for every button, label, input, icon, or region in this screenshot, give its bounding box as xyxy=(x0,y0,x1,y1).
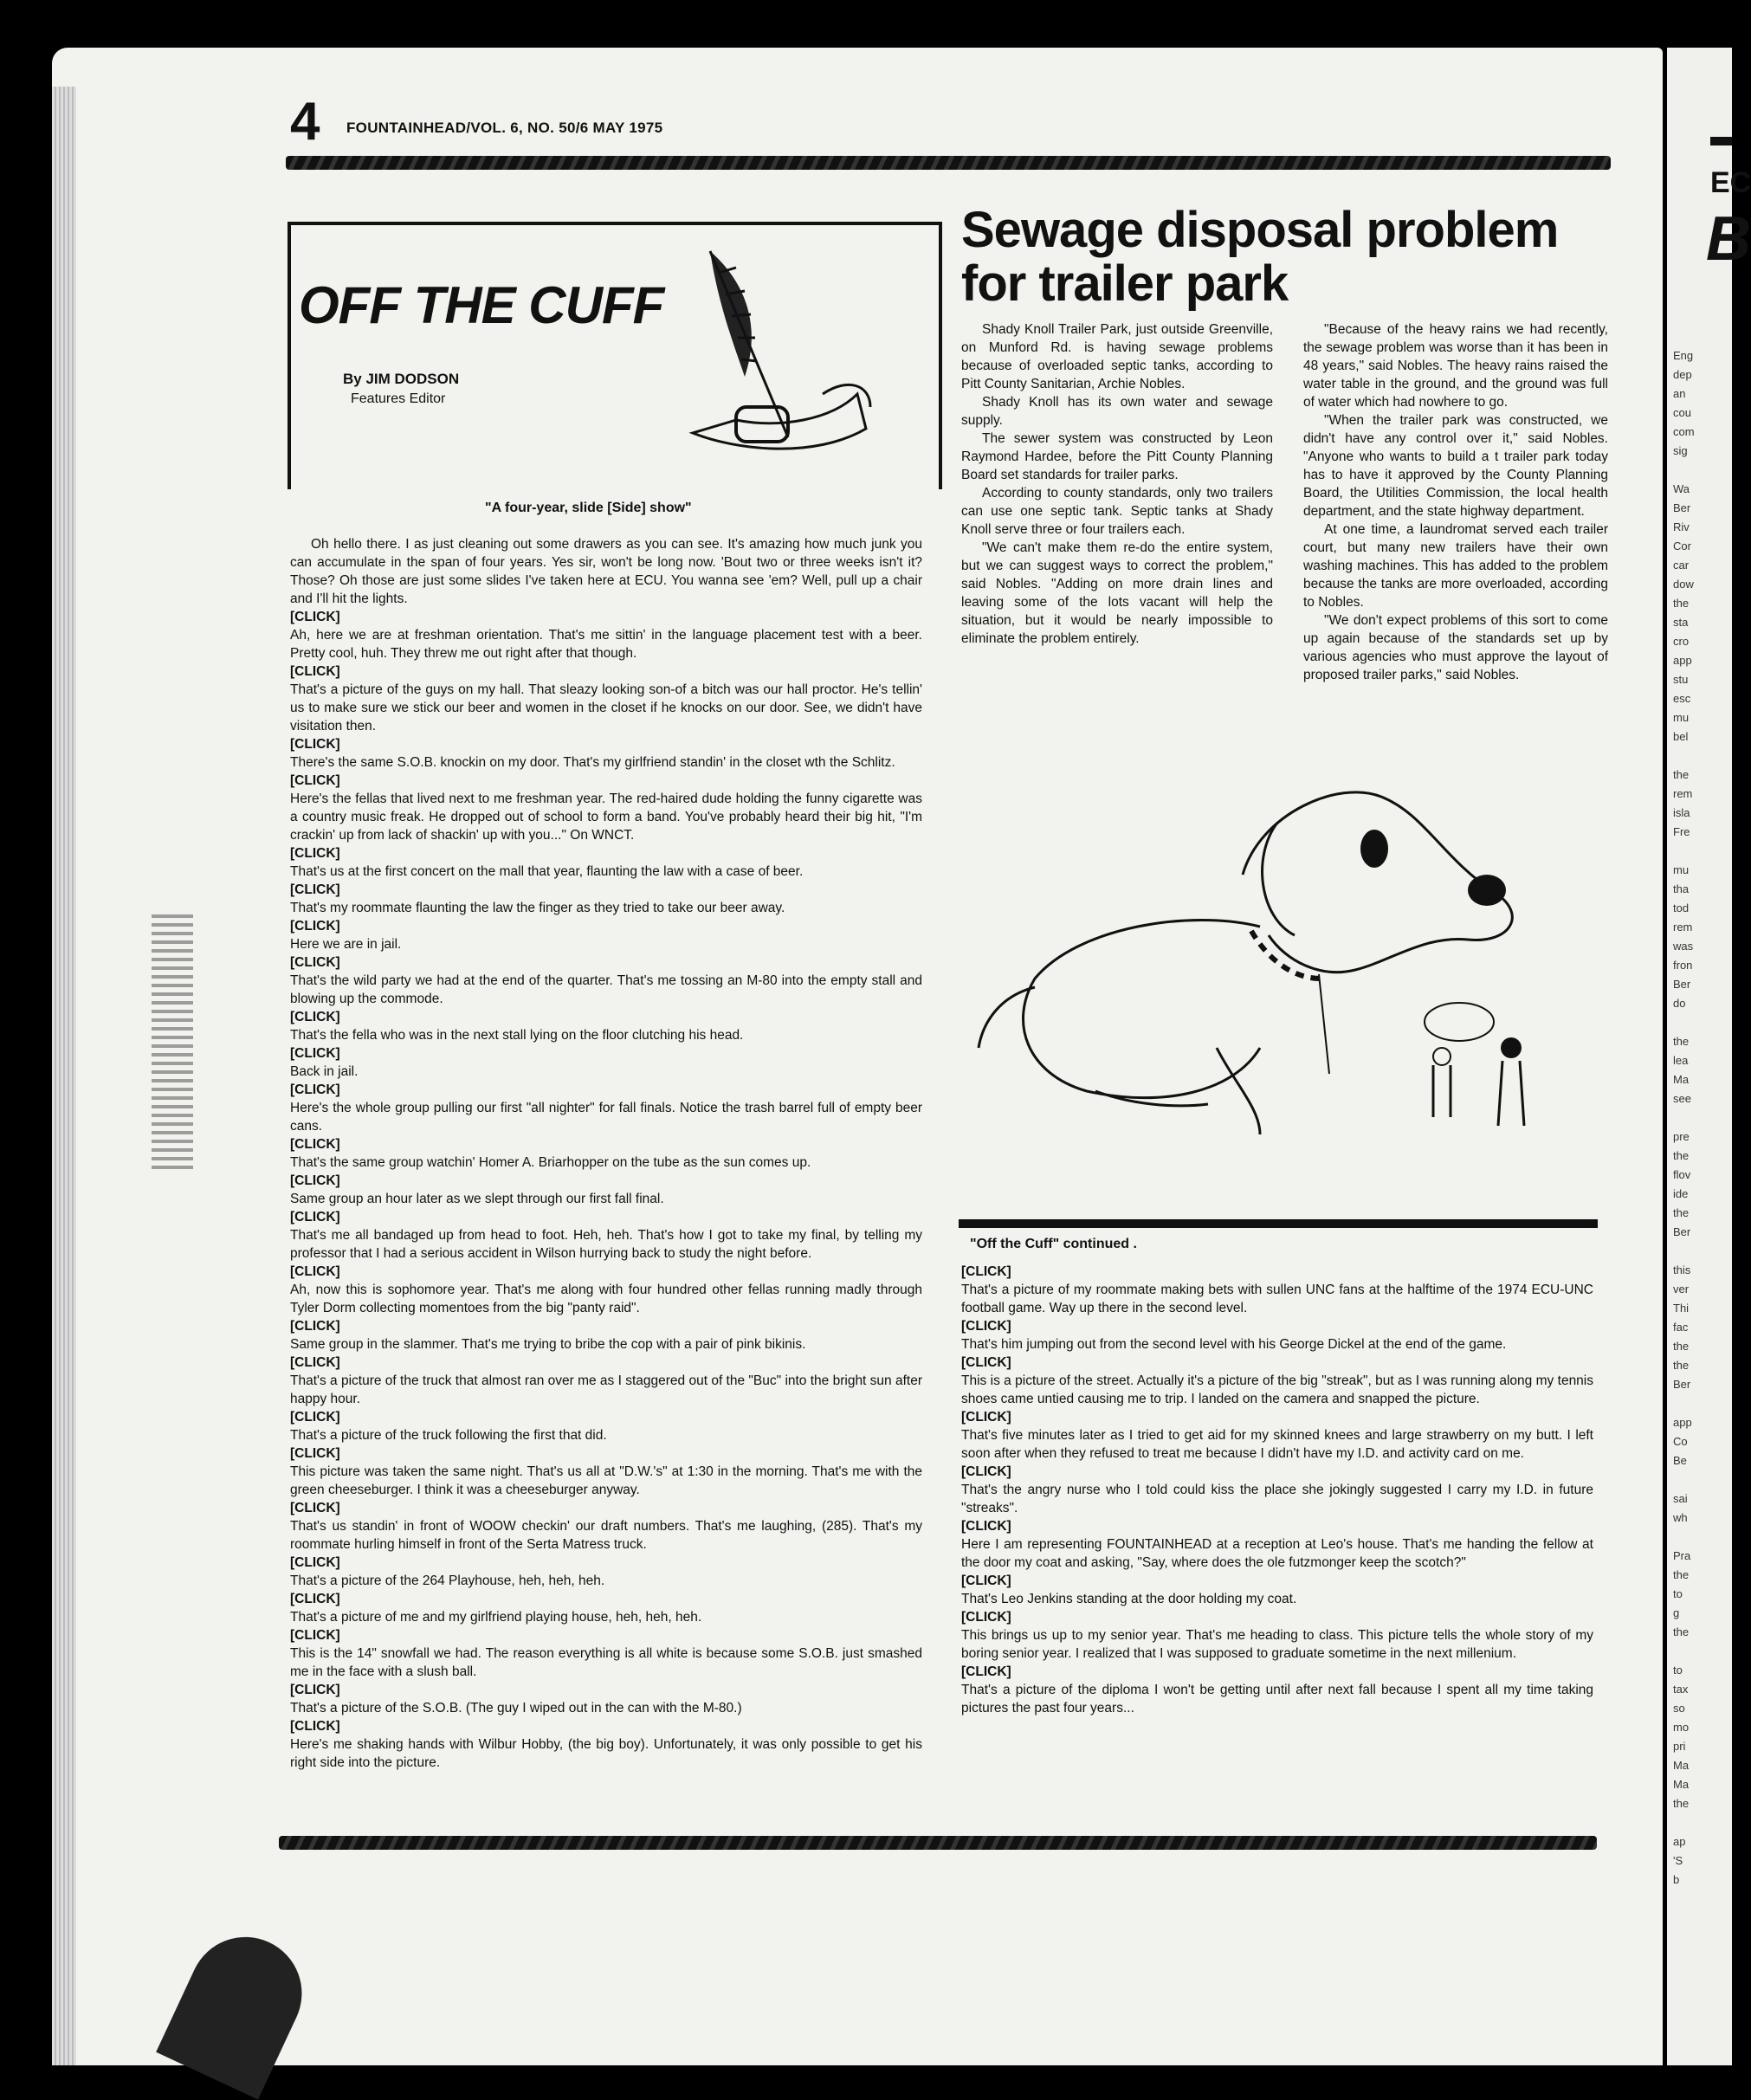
paragraph: That's the angry nurse who I told could kiss the place she jokingly suggested I carry my I.D. in future "streaks". xyxy=(961,1483,1593,1515)
click-marker: [CLICK] xyxy=(290,1410,340,1425)
byline-role: Features Editor xyxy=(351,391,446,406)
click-marker: [CLICK] xyxy=(290,1046,340,1061)
click-marker: [CLICK] xyxy=(290,1210,340,1224)
paragraph: At one time, a laundromat served each trailer court, but many new trailers have their own washing machines. This has added to the problem because the tanks are more overloaded, according to Nobles. xyxy=(1303,522,1608,610)
byline: By JIM DODSON xyxy=(343,371,460,387)
paragraph: The sewer system was constructed by Leon Raymond Hardee, before the Pitt County Planning Board set standards for trailer parks. xyxy=(961,431,1273,482)
paragraph: "Because of the heavy rains we had recently, the sewage problem was worse than it has been in 48 years," said Nobles. The heavy rains raised the water table in the ground, and the ground was full of water which had nowhere to go. xyxy=(1303,322,1608,410)
bottom-wavy-rule xyxy=(279,1836,1597,1850)
click-marker: [CLICK] xyxy=(961,1464,1011,1479)
click-marker: [CLICK] xyxy=(290,919,340,934)
click-marker: [CLICK] xyxy=(290,737,340,752)
click-marker: [CLICK] xyxy=(290,1082,340,1097)
paragraph: This brings us up to my senior year. That's me heading to class. This picture tells the whole story of my boring senior year. I realized that I was supposed to graduate sometime in the next millenium. xyxy=(961,1628,1593,1661)
paragraph: Here's me shaking hands with Wilbur Hobby, (the big boy). Unfortunately, it was only possible to get his right side into the picture. xyxy=(290,1737,922,1770)
headline-line-1: Sewage disposal problem xyxy=(961,202,1559,258)
click-marker: [CLICK] xyxy=(290,1010,340,1024)
paragraph: That's a picture of the diploma I won't be getting until after next fall because I spent all my time taking pictures the past four years... xyxy=(961,1683,1593,1716)
paragraph: There's the same S.O.B. knockin on my door. That's my girlfriend standin' in the closet wth the Schlitz. xyxy=(290,755,895,770)
click-marker: [CLICK] xyxy=(290,1592,340,1606)
click-marker: [CLICK] xyxy=(290,1555,340,1570)
paragraph: Same group in the slammer. That's me trying to bribe the cop with a pair of pink bikinis. xyxy=(290,1337,806,1352)
adjacent-page-rule xyxy=(1710,137,1732,145)
click-marker: [CLICK] xyxy=(290,1173,340,1188)
paragraph: That's a picture of the truck that almost ran over me as I staggered out of the "Buc" into the bright sun after happy hour. xyxy=(290,1373,922,1406)
click-marker: [CLICK] xyxy=(290,1683,340,1697)
headline-line-2: for trailer park xyxy=(961,255,1289,312)
paragraph: That's a picture of the truck following the first that did. xyxy=(290,1428,607,1443)
page-number: 4 xyxy=(290,92,320,152)
click-marker: [CLICK] xyxy=(961,1355,1011,1370)
paragraph: That's my roommate flaunting the law the finger as they tried to take our beer away. xyxy=(290,901,785,915)
click-marker: [CLICK] xyxy=(961,1264,1011,1279)
click-marker: [CLICK] xyxy=(290,955,340,970)
click-marker: [CLICK] xyxy=(961,1319,1011,1334)
dog-illustration xyxy=(974,762,1563,1143)
paragraph: According to county standards, only two trailers can use one septic tank. Septic tanks at Shady Knoll serve three or four trailers each. xyxy=(961,486,1273,537)
paragraph: That's us standin' in front of WOOW checkin' our draft numbers. That's me laughing, (285). That's my roommate hurling himself in front of the Serta Matress truck. xyxy=(290,1519,922,1552)
binding-stamp xyxy=(152,909,193,1169)
paragraph: Oh hello there. I as just cleaning out some drawers as you can see. It's amazing how much junk you can accumulate in the span of four years. Yes sir, won't be long now. 'Bout two or three weeks isn't it? Those? Oh those are just some slides I've taken here at ECU. You wanna see 'em? Well, pull up a chair and I'll hit the lights. xyxy=(290,537,922,606)
paragraph: "When the trailer park was constructed, we didn't have any control over it," said Nobles. "Anyone who wants to build a t trailer park today has to have it approved by the County Planning Board, the Utilities Commission, the local health department, and the state highway department. xyxy=(1303,413,1608,519)
click-marker: [CLICK] xyxy=(290,1628,340,1643)
feature-title: OFF THE CUFF xyxy=(299,276,664,334)
paragraph: Here we are in jail. xyxy=(290,937,402,952)
quill-illustration xyxy=(684,247,883,472)
click-marker: [CLICK] xyxy=(961,1410,1011,1425)
paragraph: Here's the whole group pulling our first "all nighter" for fall finals. Notice the trash barrel full of empty beer cans. xyxy=(290,1101,922,1134)
paragraph: That's a picture of my roommate making bets with sullen UNC fans at the halftime of the 1974 ECU-UNC football game. Way up there in the second level. xyxy=(961,1283,1593,1315)
paragraph: That's a picture of the 264 Playhouse, heh, heh, heh. xyxy=(290,1573,605,1588)
masthead-line: FOUNTAINHEAD/VOL. 6, NO. 50/6 MAY 1975 xyxy=(346,120,663,136)
click-marker: [CLICK] xyxy=(290,882,340,897)
feature-caption: "A four-year, slide [Side] show" xyxy=(485,501,692,515)
paragraph: That's five minutes later as I tried to get aid for my skinned knees and large strawberry on my butt. I left soon after when they refused to treat me because I didn't have my I.D. and activity card on me. xyxy=(961,1428,1593,1461)
click-marker: [CLICK] xyxy=(290,1501,340,1515)
click-marker: [CLICK] xyxy=(290,1446,340,1461)
paragraph: Shady Knoll Trailer Park, just outside Greenville, on Munford Rd. is having sewage problems because of overloaded septic tanks, according to Pitt County Sanitarian, Archie Nobles. xyxy=(961,322,1273,391)
click-marker: [CLICK] xyxy=(290,664,340,679)
paragraph: Shady Knoll has its own water and sewage supply. xyxy=(961,395,1273,428)
sewage-headline xyxy=(961,204,1558,311)
cuff-column xyxy=(290,535,922,1772)
paragraph: That's me all bandaged up from head to foot. Heh, heh. That's how I got to take my final, by telling my professor that I had a serious accident in Wilson hurrying back to study the night before. xyxy=(290,1228,922,1261)
paragraph: That's a picture of the S.O.B. (The guy I wiped out in the can with the M-80.) xyxy=(290,1701,742,1716)
click-marker: [CLICK] xyxy=(290,1319,340,1334)
paragraph: This is a picture of the street. Actually it's a picture of the big "streak", but as I was running along my tennis shoes came untied causing me to trip. I landed on the camera and snapped the picture. xyxy=(961,1373,1593,1406)
click-marker: [CLICK] xyxy=(290,610,340,624)
paragraph: That's the fella who was in the next stall lying on the floor clutching his head. xyxy=(290,1028,744,1043)
click-marker: [CLICK] xyxy=(290,1719,340,1734)
click-marker: [CLICK] xyxy=(290,1264,340,1279)
click-marker: [CLICK] xyxy=(290,1355,340,1370)
paragraph: That's the wild party we had at the end of the quarter. That's me tossing an M-80 into the empty stall and blowing up the commode. xyxy=(290,973,922,1006)
paragraph: Here I am representing FOUNTAINHEAD at a reception at Leo's house. That's me handing the fellow at the door my coat and asking, "Say, where does the ole futzmonger keep the scotch?" xyxy=(961,1537,1593,1570)
page-stack-edge xyxy=(52,87,76,2065)
top-wavy-rule xyxy=(286,156,1611,170)
click-marker: [CLICK] xyxy=(961,1519,1011,1534)
paragraph: "We can't make them re-do the entire system, but we can suggest ways to correct the problem," said Nobles. "Adding on more drain lines and leaving some of the lots vacant will help the situation, but it would be nearly impossible to eliminate the problem entirely. xyxy=(961,540,1273,646)
paragraph: Ah, here we are at freshman orientation. That's me sittin' in the language placement test with a beer. Pretty cool, huh. They threw me out right after that though. xyxy=(290,628,922,661)
click-marker: [CLICK] xyxy=(290,846,340,861)
continued-rule xyxy=(959,1219,1598,1228)
paragraph: That's a picture of the guys on my hall. That sleazy looking son-of a bitch was our hall proctor. He's tellin' us to make sure we stick our beer and women in the closet if he knocks on our door. See, we didn't have visitation then. xyxy=(290,682,922,733)
click-marker: [CLICK] xyxy=(961,1664,1011,1679)
adjacent-page-text-fragments: Eng dep an cou com sig Wa Ber Riv Cor car dow the sta cro app stu esc mu bel the rem isla Fre mu tha tod rem was fron Ber do the lea Ma see pre the flov ide the Ber this ver Thi fac the the Ber app Co Be sai wh Pra the to g the to tax so mo pri Ma Ma the ap 'S b xyxy=(1673,349,1695,1886)
sewage-column-b xyxy=(1303,320,1608,684)
adjacent-page-header: EC xyxy=(1710,166,1751,199)
click-marker: [CLICK] xyxy=(290,773,340,788)
continued-column xyxy=(961,1263,1593,1717)
click-marker: [CLICK] xyxy=(290,1137,340,1152)
paragraph: This picture was taken the same night. That's us all at "D.W.'s" at 1:30 in the morning. That's me with the green cheeseburger. I think it was a cheeseburger anyway. xyxy=(290,1464,922,1497)
paragraph: This is the 14" snowfall we had. The reason everything is all white is because some S.O.B. just smashed me in the face with a slush ball. xyxy=(290,1646,922,1679)
paragraph: That's us at the first concert on the mall that year, flaunting the law with a case of beer. xyxy=(290,864,804,879)
click-marker: [CLICK] xyxy=(961,1610,1011,1625)
click-marker: [CLICK] xyxy=(961,1573,1011,1588)
paragraph: Here's the fellas that lived next to me freshman year. The red-haired dude holding the funny cigarette was a country music freak. He dropped out of school to form a band. You've probably heard their big hit, "I'm crackin' up from lack of shackin' up with you..." On WNCT. xyxy=(290,792,922,843)
sewage-column-a xyxy=(961,320,1273,648)
continued-label: "Off the Cuff" continued . xyxy=(970,1237,1137,1251)
paragraph: Ah, now this is sophomore year. That's me along with four hundred other fellas running madly through Tyler Dorm collecting momentoes from the big "panty raid". xyxy=(290,1283,922,1315)
paragraph: "We don't expect problems of this sort to come up again because of the standards set up by various agencies who must approve the layout of proposed trailer parks," said Nobles. xyxy=(1303,613,1608,682)
adjacent-page-headline: B xyxy=(1706,204,1751,274)
paragraph: That's him jumping out from the second level with his George Dickel at the end of the game. xyxy=(961,1337,1507,1352)
paragraph: Same group an hour later as we slept through our first fall final. xyxy=(290,1192,664,1206)
paragraph: That's the same group watchin' Homer A. Briarhopper on the tube as the sun comes up. xyxy=(290,1155,811,1170)
paragraph: Back in jail. xyxy=(290,1064,359,1079)
paragraph: That's Leo Jenkins standing at the door holding my coat. xyxy=(961,1592,1297,1606)
paragraph: That's a picture of me and my girlfriend playing house, heh, heh, heh. xyxy=(290,1610,702,1625)
